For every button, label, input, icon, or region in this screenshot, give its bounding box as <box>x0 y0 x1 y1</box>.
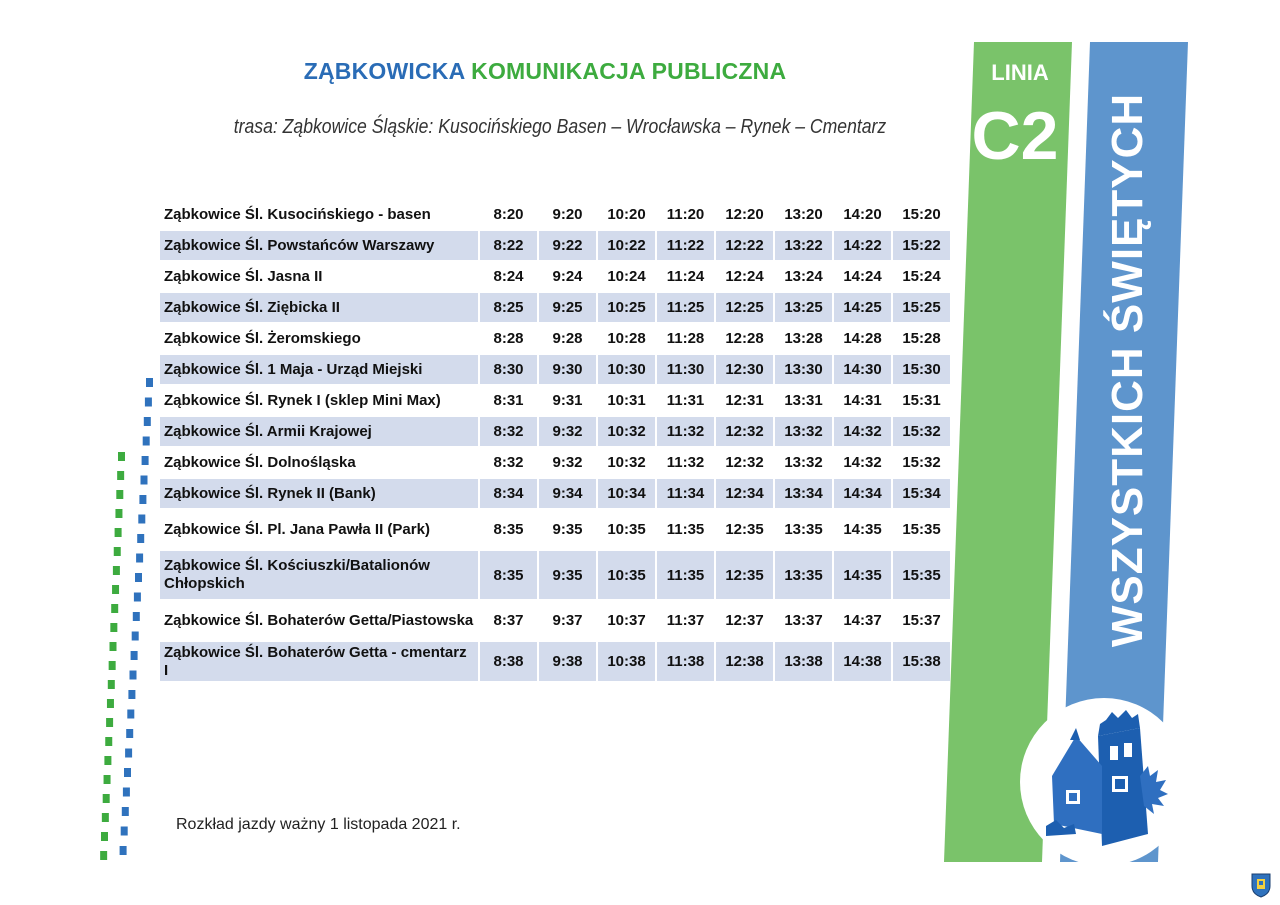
departure-time: 13:35 <box>784 521 823 538</box>
departure-time: 14:22 <box>834 231 891 260</box>
stop-name: Ząbkowice Śl. Kościuszki/Batalionów Chłopskich <box>160 551 478 599</box>
departure-time: 10:28 <box>607 330 646 347</box>
departure-time: 14:35 <box>834 551 891 599</box>
departure-time: 14:32 <box>834 417 891 446</box>
stop-name: Ząbkowice Śl. 1 Maja - Urząd Miejski <box>160 355 478 384</box>
stop-name: Ząbkowice Śl. Bohaterów Getta - cmentarz I <box>160 642 478 681</box>
departure-time: 11:32 <box>666 454 705 471</box>
departure-time: 11:35 <box>657 551 714 599</box>
departure-time: 15:24 <box>902 268 941 285</box>
departure-time: 12:32 <box>725 454 764 471</box>
departure-time: 14:25 <box>834 293 891 322</box>
departure-time: 13:32 <box>784 454 823 471</box>
departure-time: 13:30 <box>775 355 832 384</box>
table-row <box>160 355 950 384</box>
departure-time: 9:28 <box>552 330 583 347</box>
departure-time: 15:35 <box>902 521 941 538</box>
departure-time: 14:20 <box>843 206 882 223</box>
departure-time: 11:30 <box>657 355 714 384</box>
departure-time: 10:25 <box>598 293 655 322</box>
departure-time: 11:35 <box>666 521 705 538</box>
departure-time: 11:37 <box>666 612 705 629</box>
table-row <box>160 200 950 229</box>
table-row <box>160 231 950 260</box>
departure-time: 13:35 <box>775 551 832 599</box>
town-tower-icon <box>1040 706 1170 856</box>
departure-time: 13:37 <box>784 612 823 629</box>
departure-time: 10:32 <box>598 417 655 446</box>
table-row <box>160 417 950 446</box>
departure-time: 9:35 <box>552 521 583 538</box>
departure-time: 8:34 <box>480 479 537 508</box>
stop-name: Ząbkowice Śl. Armii Krajowej <box>160 417 478 446</box>
departure-time: 12:38 <box>716 642 773 681</box>
timetable <box>158 198 952 683</box>
departure-time: 8:31 <box>493 392 524 409</box>
stop-name: Ząbkowice Śl. Dolnośląska <box>164 453 356 471</box>
departure-time: 10:37 <box>607 612 646 629</box>
departure-time: 9:24 <box>552 268 583 285</box>
table-row <box>160 551 950 599</box>
departure-time: 13:22 <box>775 231 832 260</box>
departure-time: 12:35 <box>716 551 773 599</box>
departure-time: 12:20 <box>725 206 764 223</box>
departure-time: 12:31 <box>725 392 764 409</box>
departure-time: 9:34 <box>539 479 596 508</box>
departure-time: 15:37 <box>902 612 941 629</box>
title-part-blue: ZĄBKOWICKA <box>303 58 465 84</box>
departure-time: 11:28 <box>666 330 705 347</box>
departure-time: 9:37 <box>552 612 583 629</box>
departure-time: 13:31 <box>784 392 823 409</box>
page-title <box>0 58 1090 85</box>
departure-time: 13:32 <box>775 417 832 446</box>
departure-time: 10:34 <box>598 479 655 508</box>
table-row <box>160 293 950 322</box>
departure-time: 15:30 <box>893 355 950 384</box>
departure-time: 8:32 <box>493 454 524 471</box>
departure-time: 12:30 <box>716 355 773 384</box>
departure-time: 8:25 <box>480 293 537 322</box>
departure-time: 9:32 <box>539 417 596 446</box>
departure-time: 10:35 <box>598 551 655 599</box>
departure-time: 10:35 <box>607 521 646 538</box>
departure-time: 14:37 <box>843 612 882 629</box>
stop-name: Ząbkowice Śl. Bohaterów Getta/Piastowska <box>164 611 474 629</box>
departure-time: 15:34 <box>893 479 950 508</box>
coat-of-arms-icon <box>1250 872 1272 898</box>
departure-time: 8:24 <box>493 268 524 285</box>
departure-time: 12:24 <box>725 268 764 285</box>
departure-time: 14:34 <box>834 479 891 508</box>
departure-time: 12:32 <box>716 417 773 446</box>
table-row <box>160 262 950 291</box>
departure-time: 11:20 <box>666 206 705 223</box>
departure-time: 10:20 <box>607 206 646 223</box>
departure-time: 11:38 <box>657 642 714 681</box>
stop-name: Ząbkowice Śl. Kusocińskiego - basen <box>164 205 431 223</box>
departure-time: 8:37 <box>493 612 524 629</box>
departure-time: 9:30 <box>539 355 596 384</box>
departure-time: 14:24 <box>843 268 882 285</box>
departure-time: 15:35 <box>893 551 950 599</box>
departure-time: 12:22 <box>716 231 773 260</box>
departure-time: 11:34 <box>657 479 714 508</box>
validity-note: Rozkład jazdy ważny 1 listopada 2021 r. <box>176 816 461 833</box>
departure-time: 12:28 <box>725 330 764 347</box>
departure-time: 11:32 <box>657 417 714 446</box>
departure-time: 9:20 <box>552 206 583 223</box>
departure-time: 8:35 <box>493 521 524 538</box>
table-row <box>160 386 950 415</box>
departure-time: 10:24 <box>607 268 646 285</box>
departure-time: 11:22 <box>657 231 714 260</box>
departure-time: 8:38 <box>480 642 537 681</box>
table-row <box>160 448 950 477</box>
table-row <box>160 642 950 681</box>
route-description: trasa: Ząbkowice Śląskie: Kusocińskiego Basen – Wrocławska – Rynek – Cmentarz <box>233 116 887 138</box>
line-label: LINIA <box>991 60 1049 85</box>
departure-time: 12:25 <box>716 293 773 322</box>
table-row <box>160 601 950 640</box>
line-number: C2 <box>971 98 1059 174</box>
departure-time: 12:34 <box>716 479 773 508</box>
departure-time: 15:25 <box>893 293 950 322</box>
departure-time: 13:28 <box>784 330 823 347</box>
departure-time: 9:31 <box>552 392 583 409</box>
departure-time: 10:30 <box>598 355 655 384</box>
departure-time: 9:38 <box>539 642 596 681</box>
departure-time: 14:38 <box>834 642 891 681</box>
departure-time: 10:32 <box>607 454 646 471</box>
stop-name: Ząbkowice Śl. Żeromskiego <box>164 329 361 347</box>
departure-time: 11:25 <box>657 293 714 322</box>
departure-time: 15:20 <box>902 206 941 223</box>
departure-time: 12:37 <box>725 612 764 629</box>
departure-time: 9:32 <box>552 454 583 471</box>
departure-time: 8:22 <box>480 231 537 260</box>
departure-time: 10:31 <box>607 392 646 409</box>
departure-time: 14:32 <box>843 454 882 471</box>
vertical-heading: WSZYSTKICH ŚWIĘTYCH <box>1103 92 1152 648</box>
stop-name: Ząbkowice Śl. Rynek I (sklep Mini Max) <box>164 391 441 409</box>
departure-time: 13:38 <box>775 642 832 681</box>
table-row <box>160 324 950 353</box>
departure-time: 9:22 <box>539 231 596 260</box>
stop-name: Ząbkowice Śl. Rynek II (Bank) <box>160 479 478 508</box>
departure-time: 11:31 <box>666 392 705 409</box>
departure-time: 13:34 <box>775 479 832 508</box>
stop-name: Ząbkowice Śl. Ziębicka II <box>160 293 478 322</box>
departure-time: 10:38 <box>598 642 655 681</box>
departure-time: 12:35 <box>725 521 764 538</box>
departure-time: 15:38 <box>893 642 950 681</box>
departure-time: 14:35 <box>843 521 882 538</box>
departure-time: 8:28 <box>493 330 524 347</box>
departure-time: 13:24 <box>784 268 823 285</box>
departure-time: 14:30 <box>834 355 891 384</box>
departure-time: 10:22 <box>598 231 655 260</box>
title-part-green: KOMUNIKACJA PUBLICZNA <box>471 58 787 84</box>
departure-time: 13:20 <box>784 206 823 223</box>
departure-time: 15:32 <box>893 417 950 446</box>
departure-time: 14:31 <box>843 392 882 409</box>
departure-time: 8:32 <box>480 417 537 446</box>
departure-time: 15:31 <box>902 392 941 409</box>
departure-time: 15:32 <box>902 454 941 471</box>
departure-time: 15:22 <box>893 231 950 260</box>
departure-time: 9:25 <box>539 293 596 322</box>
table-row <box>160 510 950 549</box>
table-row <box>160 479 950 508</box>
stop-name: Ząbkowice Śl. Jasna II <box>164 267 323 285</box>
departure-time: 8:20 <box>493 206 524 223</box>
departure-time: 14:28 <box>843 330 882 347</box>
departure-time: 15:28 <box>902 330 941 347</box>
departure-time: 13:25 <box>775 293 832 322</box>
departure-time: 9:35 <box>539 551 596 599</box>
departure-time: 8:30 <box>480 355 537 384</box>
stop-name: Ząbkowice Śl. Pl. Jana Pawła II (Park) <box>164 520 430 538</box>
departure-time: 11:24 <box>666 268 705 285</box>
stop-name: Ząbkowice Śl. Powstańców Warszawy <box>160 231 478 260</box>
departure-time: 8:35 <box>480 551 537 599</box>
